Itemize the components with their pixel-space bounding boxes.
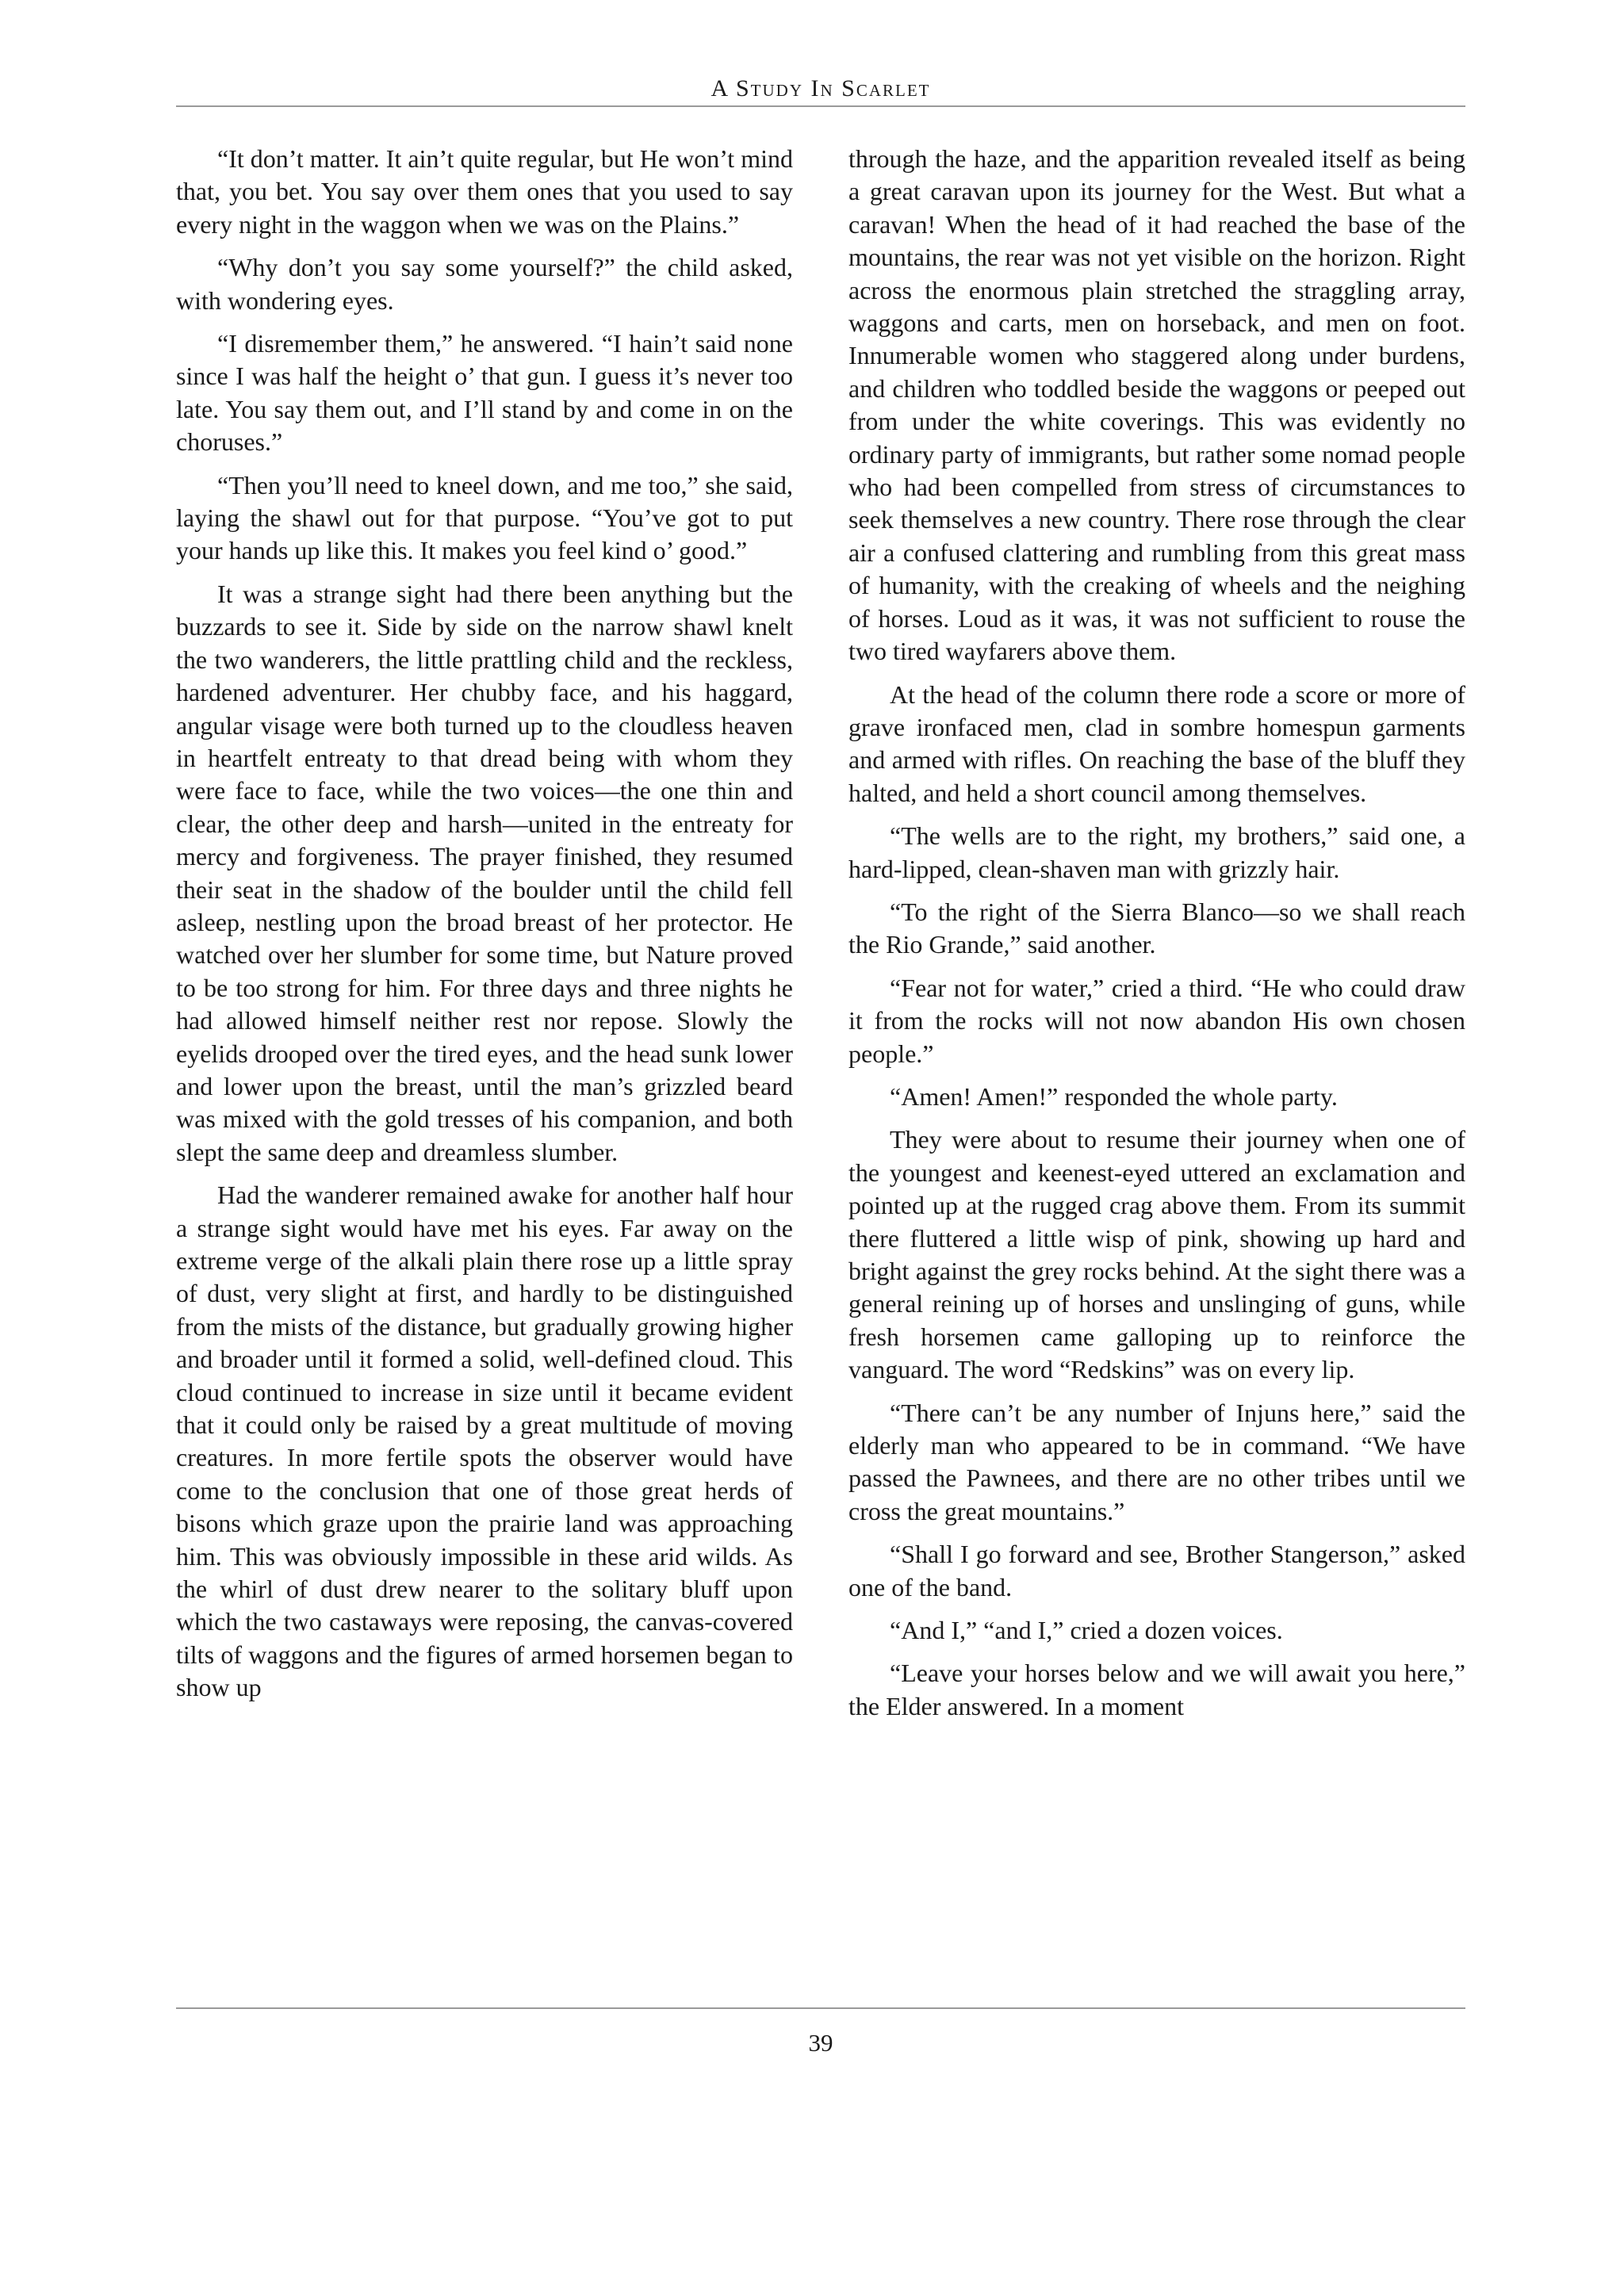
paragraph: “Then you’ll need to kneel down, and me too,” she said, laying the shawl out for that purpose. “You’ve got to put your hands up like this. It makes you feel kind o’ good.”	[176, 470, 793, 565]
paragraph: “And I,” “and I,” cried a dozen voices.	[890, 1616, 1283, 1645]
page-number: 39	[808, 2029, 833, 2057]
header-rule	[176, 105, 1465, 107]
right-column	[848, 143, 1465, 1998]
paragraph: Had the wanderer remained awake for another half hour a strange sight would have met his eyes. Far away on the extreme verge of the alkali plain there rose up a little spray of dust, very slight at first, and hardly to be distinguished from the mists of the distance, but gradually growing higher and broader until it formed a solid, well-defined cloud. This cloud continued to increase in size until it became evident that it could only be raised by a great multitude of moving creatures. In more fertile spots the observer would have come to the conclusion that one of those great herds of bisons which graze upon the prairie land was approaching him. This was obviously impossible in these arid wilds. As the whirl of dust drew nearer to the solitary bluff upon which the two castaways were reposing, the canvas-covered tilts of waggons and the figures of armed horsemen began to show up	[176, 1181, 793, 1702]
paragraph: “To the right of the Sierra Blanco—so we shall reach the Rio Grande,” said another.	[848, 897, 1465, 959]
paragraph: “Shall I go forward and see, Brother Stangerson,” asked one of the band.	[848, 1540, 1465, 1601]
paragraph: “Leave your horses below and we will await you here,” the Elder answered. In a moment	[848, 1659, 1465, 1720]
left-column	[176, 143, 793, 1998]
paragraph: “I disremember them,” he answered. “I hain’t said none since I was half the height o’ that gun. I guess it’s never too late. You say them out, and I’ll stand by and come in on the choruses.”	[176, 329, 793, 457]
paragraph: “Why don’t you say some yourself?” the child asked, with wondering eyes.	[176, 253, 793, 315]
footer-rule	[176, 2007, 1465, 2009]
paragraph: “Fear not for water,” cried a third. “He who could draw it from the rocks will not now abandon His own chosen people.”	[848, 973, 1465, 1068]
running-head: A Study In Scarlet	[710, 75, 931, 101]
paragraph-continued: through the haze, and the apparition revealed itself as being a great caravan upon its journey for the West. But what a caravan! When the head of it had reached the base of the mountains, the rear was not yet visible on the horizon. Right across the enormous plain stretched the straggling array, waggons and carts, men on horseback, and men on foot. Innumerable women who staggered along under burdens, and children who toddled beside the waggons or peeped out from under the white coverings. This was evidently no ordinary party of immigrants, but rather some nomad people who had been compelled from stress of circumstances to seek themselves a new country. There rose through the clear air a confused clattering and rumbling from this great mass of humanity, with the creaking of wheels and the neighing of horses. Loud as it was, it was not sufficient to rouse the two tired wayfarers above them.	[848, 144, 1465, 666]
paragraph: It was a strange sight had there been anything but the buzzards to see it. Side by side on the narrow shawl knelt the two wanderers, the little prattling child and the reckless, hardened adventurer. Her chubby face, and his haggard, angular visage were both turned up to the cloudless heaven in heartfelt entreaty to that dread being with whom they were face to face, while the two voices—the one thin and clear, the other deep and harsh—united in the entreaty for mercy and forgiveness. The prayer finished, they resumed their seat in the shadow of the boulder until the child fell asleep, nestling upon the broad breast of her protector. He watched over her slumber for some time, but Nature proved to be too strong for him. For three days and three nights he had allowed himself neither rest nor repose. Slowly the eyelids drooped over the tired eyes, and the head sunk lower and lower upon the breast, until the man’s grizzled beard was mixed with the gold tresses of his companion, and both slept the same deep and dreamless slumber.	[176, 579, 793, 1166]
paragraph: At the head of the column there rode a score or more of grave ironfaced men, clad in sombre homespun garments and armed with rifles. On reaching the base of the bluff they halted, and held a short council among themselves.	[848, 679, 1465, 807]
paragraph: They were about to resume their journey when one of the youngest and keenest-eyed uttered an exclamation and pointed up at the rugged crag above them. From its summit there fluttered a little wisp of pink, showing up hard and bright against the grey rocks behind. At the sight there was a general reining up of horses and unslinging of guns, while fresh horsemen came galloping up to reinforce the vanguard. The word “Redskins” was on every lip.	[848, 1125, 1465, 1384]
paragraph: “It don’t matter. It ain’t quite regular, but He won’t mind that, you bet. You say over them ones that you used to say every night in the waggon when we was on the Plains.”	[176, 144, 793, 239]
paragraph: “There can’t be any number of Injuns here,” said the elderly man who appeared to be in command. “We have passed the Pawnees, and there are no other tribes until we cross the great mountains.”	[848, 1398, 1465, 1525]
paragraph: “The wells are to the right, my brothers,” said one, a hard-lipped, clean-shaven man with grizzly hair.	[848, 821, 1465, 883]
paragraph: “Amen! Amen!” responded the whole party.	[890, 1081, 1338, 1111]
